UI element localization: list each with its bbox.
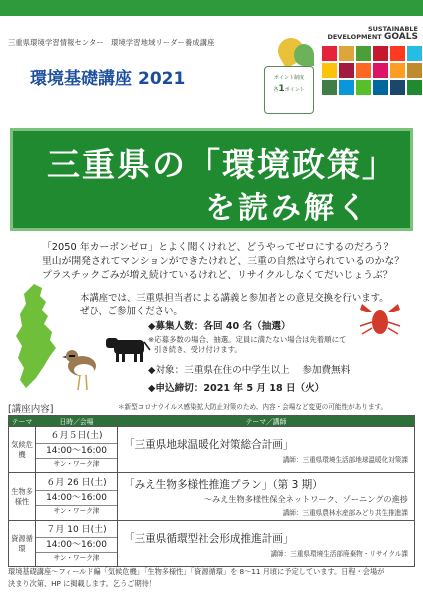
banner-title-line1: 三重県の「環境政策」 [47,145,397,184]
row-lecture-subtitle: ～みえ生物多様性保全ネットワーク、ゾーニングの進捗 [203,494,408,504]
intro-paragraph-1: 本講座では、三重県担当者による講義と参加者との意見交換を行います。 [80,293,389,304]
row-lecture-cell [118,473,415,521]
table-row [9,473,415,521]
point-badge-line3: ポイント [284,86,305,93]
table-header-row [9,416,415,427]
sdg-logo [318,26,418,122]
capacity-note-2: 引き続き、受け付けます。 [154,345,242,354]
sdg-goal-tile-icon [390,80,405,95]
footer-line-1: 環境基礎講座～フィールド編「気候危機」「生物多様性」「資源循環」を 8～11 月頃に予定しています。日程・会場が [8,567,385,576]
table-row [9,521,415,567]
sdg-goal-tile-icon [322,80,337,95]
row-date-cell [36,473,118,521]
sdg-goal-tile-icon [390,63,405,78]
row-lecture-cell [118,427,415,473]
row-theme: 生物多様性 [9,473,36,521]
intro-questions [42,241,404,283]
organizer-line: 三重県環境学習情報センター 環境学習地域リーダー養成講座 [8,38,215,47]
lobster-illustration-icon [356,302,404,338]
covid-note: ＊新型コロナウイルス感染拡大防止対策のため、内容・会場など変更の可能性があります。 [118,403,388,411]
schedule-table [8,415,415,567]
course-year: 2021 [138,69,186,89]
sdg-goal-tile-icon [356,63,371,78]
footer-note [8,566,384,590]
table-header-lecture: テーマ／講師 [118,416,415,427]
sdg-goal-tile-icon [322,63,337,78]
banner-title-line2: を読み解く [205,191,370,226]
row-lecture-instructor: 講師：三重県環境生活部地球温暖化対策課 [282,455,408,464]
leaf-logo-icon-2 [294,44,314,66]
intro-paragraph [80,292,389,318]
row-date: ７月 10 日(土) [36,523,117,538]
footer-line-2: 決まり次第、HP に掲載します。乞うご期待！ [8,579,157,588]
cow-illustration-icon [104,334,152,364]
sdg-goal-tile-icon [390,46,405,61]
mie-prefecture-map-icon [12,282,62,392]
row-date: ６月 26 日(土) [36,476,117,491]
row-lecture-title: 「三重県循環型社会形成推進計画」 [124,532,294,545]
row-theme: 気候危機 [9,427,36,473]
section-label: [講座内容] [8,404,54,415]
sdg-goal-tile-icon [373,63,388,78]
point-badge-line1: ポイント制度 [273,75,304,81]
sdg-goal-tile-icon [407,46,422,61]
sdg-goal-tile-icon [373,46,388,61]
row-time: 14:00～16:00 [36,444,117,459]
row-date-cell [36,427,118,473]
intro-question-1: 「2050 年カーボンゼロ」とよく聞くけれど、どうやってゼロにするのだろう？ [42,242,394,253]
intro-paragraph-2: ぜひ、ご参加ください。 [80,306,183,317]
capacity-note-1: ※応募多数の場合、抽選。定員に満たない場合は先着順にて [148,335,347,344]
intro-question-2: 里山が開発されてマンションができたけれど、三重の自然は守られているのかな？ [42,256,405,267]
row-time: 14:00～16:00 [36,491,117,506]
row-venue: サン・ワーク津 [53,554,100,562]
row-venue: サン・ワーク津 [53,460,100,468]
course-name: 環境基礎講座 [30,69,132,89]
sdg-goal-tile-icon [339,80,354,95]
point-badge [264,66,314,114]
row-lecture-title: 「三重県地球温暖化対策総合計画」 [124,438,294,451]
deadline-text: ◆申込締切：2021 年 5 月 18 日（火） [148,383,325,394]
point-badge-points: 1 [278,83,285,94]
sdg-goal-tile-icon [339,63,354,78]
table-header-theme: テーマ [9,416,36,427]
sdg-goal-tile-icon [339,46,354,61]
capacity-text: ◆募集人数：各回 40 名（抽選） [148,321,291,332]
sdg-goal-tile-icon [322,46,337,61]
row-lecture-instructor: 講師：三重県農林水産部みどり共生推進課 [282,509,408,517]
intro-question-3: プラスチックごみが増え続けているけれど、リサイクルしなくてだいじょうぶ？ [42,270,393,281]
bird-illustration-icon [62,344,102,394]
point-badge-each: 各 [273,86,279,93]
top-color-bar [0,0,423,16]
sdg-icons-grid [322,46,418,95]
sdg-goal-tile-icon [356,80,371,95]
row-time: 14:00～16:00 [36,538,117,553]
title-banner [10,128,413,231]
row-date-cell [36,521,118,567]
course-title [30,64,185,89]
sdg-goal-tile-icon [407,63,422,78]
sdg-logo-goals: GOALS [384,31,418,42]
row-theme: 資源循環 [9,521,36,567]
sdg-goal-tile-icon [373,80,388,95]
sdg-logo-top: SUSTAINABLE DEVELOPMENT [327,25,418,41]
row-lecture-instructor: 講師：三重県環境生活部廃棄物・リサイクル課 [270,549,408,558]
row-lecture-title: 「みえ生物多様性推進プラン」（第 3 期） [124,479,323,491]
sdg-goal-tile-icon [356,46,371,61]
row-venue: サン・ワーク津 [53,507,100,515]
table-header-date: 日時／会場 [36,416,118,427]
table-row [9,427,415,473]
row-lecture-cell [118,521,415,567]
target-text: ◆対象：三重県在住の中学生以上 参加費無料 [148,365,351,376]
sdg-goal-tile-icon [407,80,422,95]
row-date: ６月５日(土) [36,429,117,444]
